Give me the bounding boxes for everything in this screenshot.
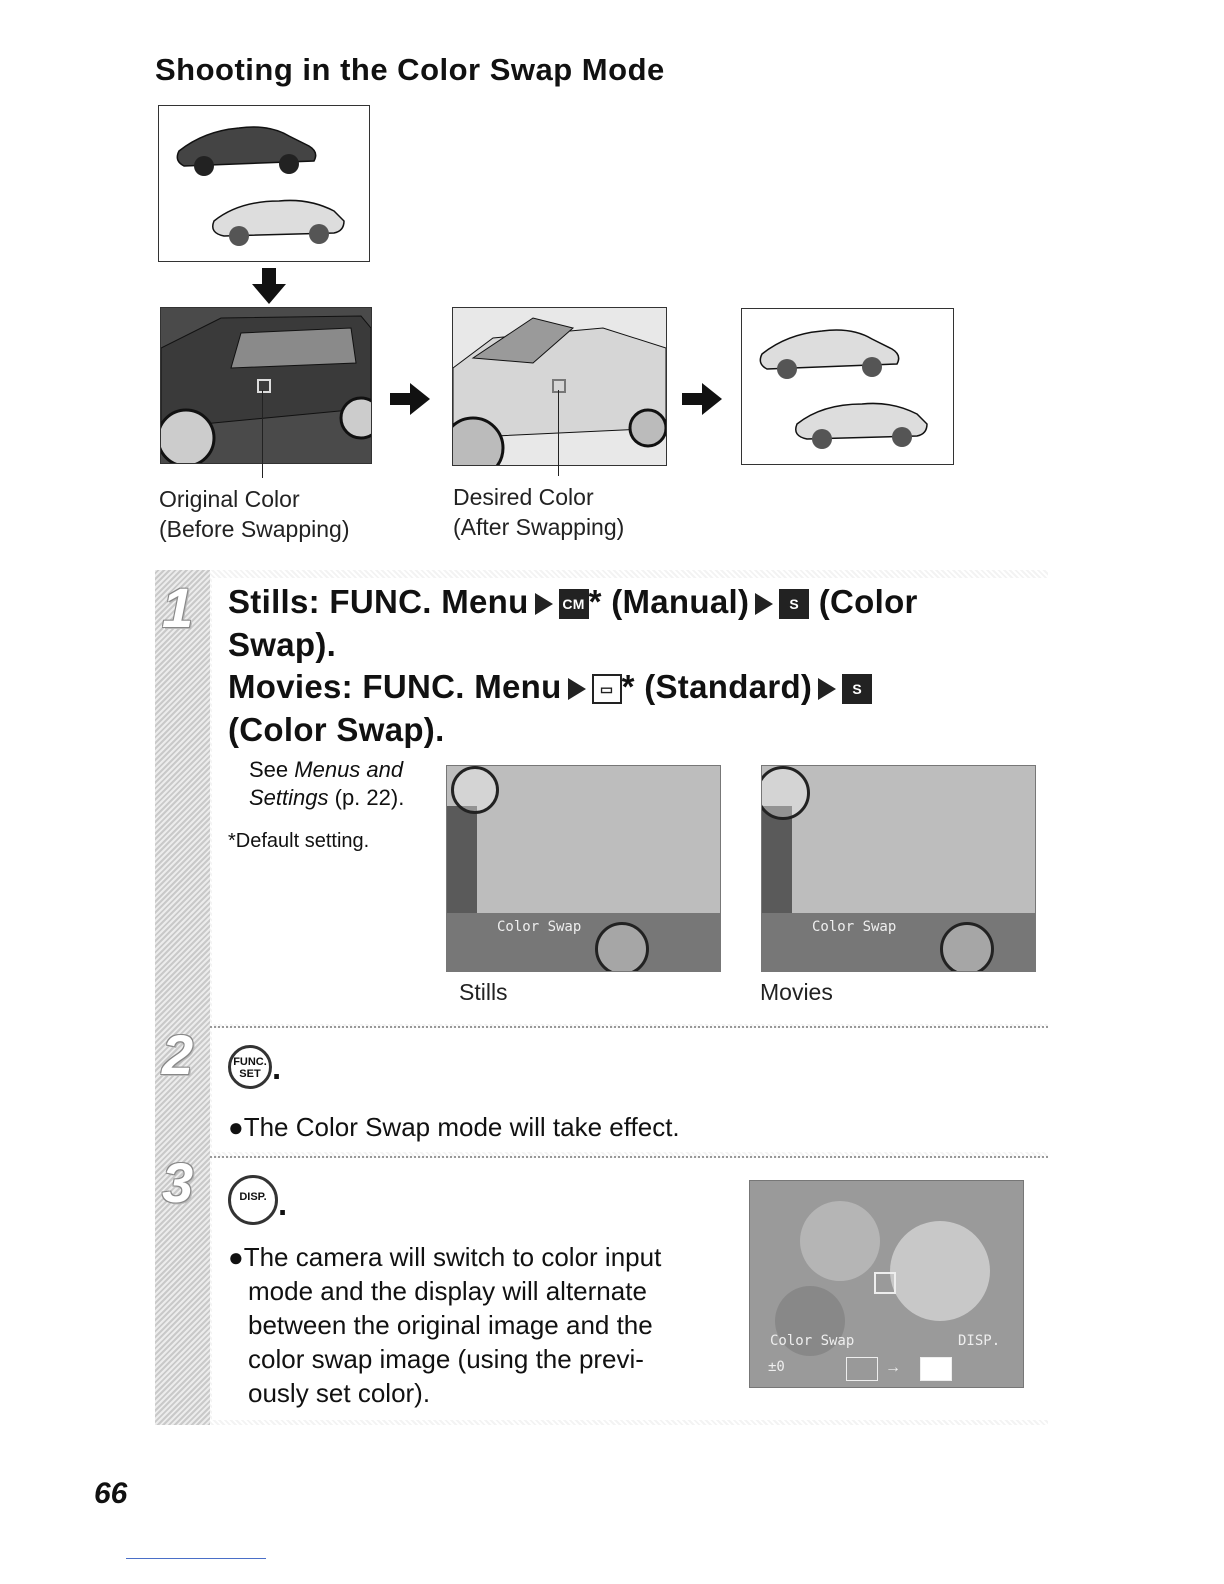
desired-color-closeup-image	[452, 307, 667, 466]
desired-color-swatch	[920, 1357, 952, 1381]
heading-text: (Color	[809, 583, 918, 620]
movies-lcd-screenshot	[761, 765, 1036, 972]
bullet-line: color swap image (using the previ-	[248, 1344, 644, 1374]
bullet-line: mode and the display will alternate	[248, 1276, 647, 1306]
see-reference	[249, 756, 404, 812]
movies-label: Movies	[760, 979, 833, 1005]
divider	[210, 1156, 1048, 1158]
right-arrow-icon	[682, 383, 722, 422]
original-color-caption	[159, 484, 350, 544]
page-number: 66	[94, 1477, 128, 1510]
lcd-bottom-bar	[762, 913, 1035, 971]
caption-line: (After Swapping)	[453, 514, 625, 540]
see-italic: Menus and	[294, 757, 404, 782]
right-arrow-icon	[390, 383, 430, 422]
original-color-swatch	[846, 1357, 878, 1381]
caption-line: Original Color	[159, 486, 300, 512]
lcd-mode-label: Color Swap	[497, 919, 582, 935]
lcd-level-label: ±0	[768, 1359, 785, 1375]
lcd-mode-label: Color Swap	[770, 1333, 855, 1349]
desired-color-caption	[453, 482, 624, 542]
step2-instruction	[228, 1045, 281, 1089]
highlight-ring	[940, 922, 994, 972]
default-note: *Default setting.	[228, 830, 370, 852]
arrow-right-icon	[818, 678, 836, 700]
arrow-right-icon	[535, 593, 553, 615]
divider	[210, 1026, 1048, 1028]
highlight-ring	[451, 766, 499, 814]
two-cars-illustration	[159, 106, 369, 261]
arrow-right-icon	[755, 593, 773, 615]
see-text: See	[249, 757, 295, 782]
original-color-closeup-image	[160, 307, 372, 464]
heading-text: (Color Swap).	[228, 711, 445, 748]
color-swap-movie-icon: S	[842, 674, 872, 704]
footer-rule	[126, 1558, 266, 1559]
disp-button-icon: DISP.	[228, 1175, 278, 1225]
lcd-mode-label: Color Swap	[812, 919, 897, 935]
stills-lcd-screenshot	[446, 765, 721, 972]
lcd-bottom-bar	[447, 913, 720, 971]
step-number-1: 1	[162, 576, 194, 639]
func-set-button-icon: FUNC. SET	[228, 1045, 272, 1089]
heading-text: Swap).	[228, 626, 337, 663]
page-title: Shooting in the Color Swap Mode	[155, 52, 665, 87]
highlight-ring	[761, 766, 810, 820]
standard-movie-icon: ▭	[592, 674, 622, 704]
caption-line: (Before Swapping)	[159, 516, 350, 542]
highlight-ring	[595, 922, 649, 972]
lcd-disp-label: DISP.	[958, 1333, 1001, 1349]
step1-movies-heading	[228, 665, 1043, 751]
see-text: (p. 22).	[328, 785, 405, 810]
heading-text: Stills: FUNC. Menu	[228, 583, 529, 620]
step2-period: .	[272, 1049, 282, 1086]
down-arrow-icon	[252, 268, 286, 311]
stills-label: Stills	[459, 979, 508, 1005]
heading-text: * (Manual)	[588, 583, 750, 620]
step2-bullet: ●The Color Swap mode will take effect.	[228, 1112, 680, 1142]
step1-stills-heading	[228, 580, 1043, 666]
bullet-line: between the original image and the	[248, 1310, 653, 1340]
step-number-2: 2	[162, 1023, 194, 1086]
two-cars-image	[158, 105, 370, 262]
step-stripe	[155, 570, 210, 1425]
manual-mode-icon: CM	[559, 589, 589, 619]
step3-period: .	[278, 1185, 288, 1222]
step3-instruction	[228, 1175, 287, 1225]
bullet-line: ●The camera will switch to color input	[228, 1242, 662, 1272]
heading-text: * (Standard)	[621, 668, 813, 705]
original-color-pointer-line	[262, 390, 263, 478]
see-italic: Settings	[249, 785, 329, 810]
swap-arrow-icon: →	[885, 1359, 901, 1376]
desired-color-pointer-line	[558, 390, 559, 476]
arrow-right-icon	[568, 678, 586, 700]
caption-line: Desired Color	[453, 484, 594, 510]
heading-text: Movies: FUNC. Menu	[228, 668, 562, 705]
bullet-line: ously set color).	[248, 1378, 431, 1408]
step3-bullet	[228, 1240, 661, 1410]
step-number-3: 3	[162, 1151, 194, 1214]
color-input-lcd-screenshot	[749, 1180, 1024, 1388]
result-two-cars-image	[741, 308, 954, 465]
color-swap-icon: S	[779, 589, 809, 619]
